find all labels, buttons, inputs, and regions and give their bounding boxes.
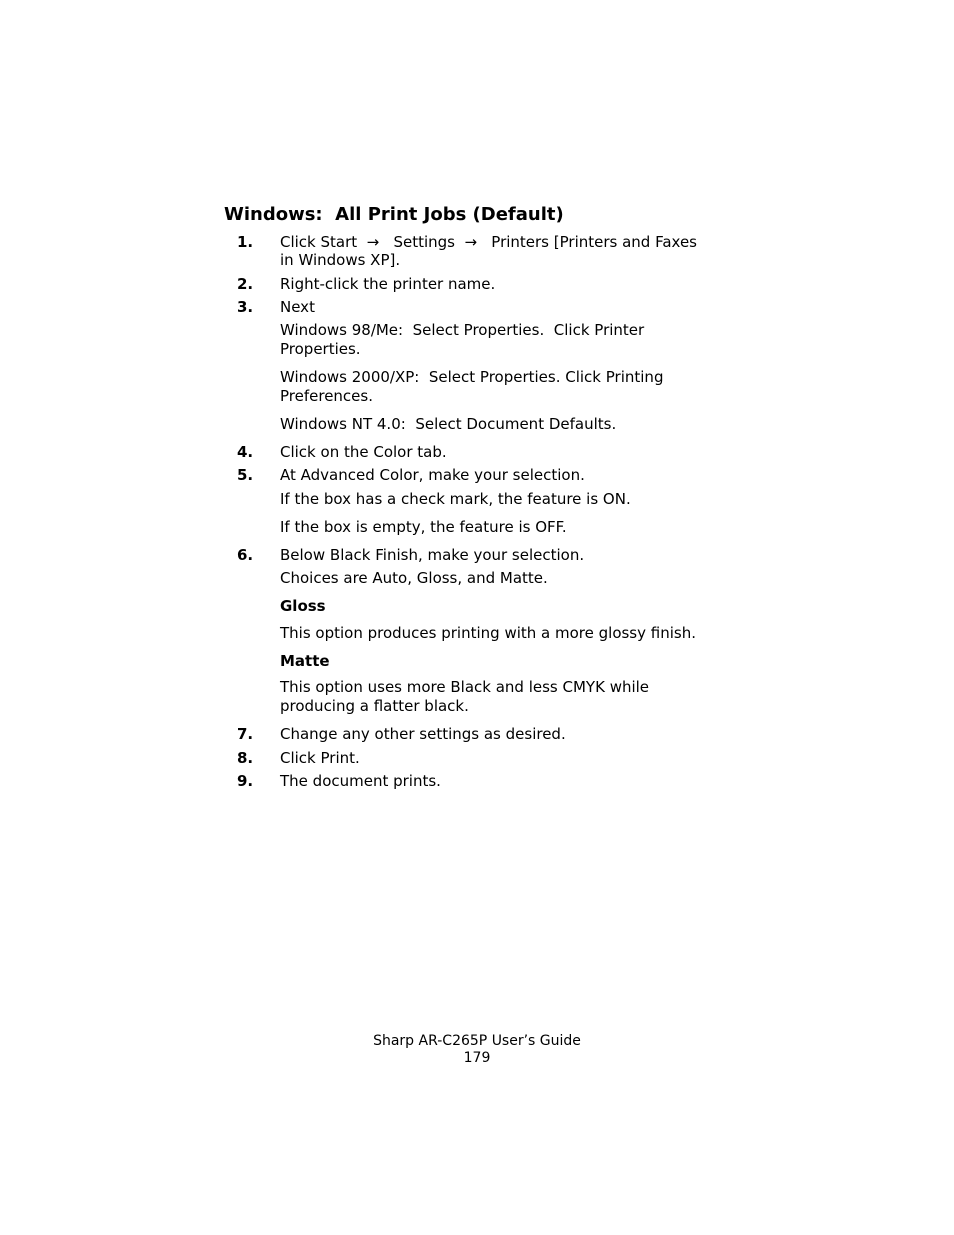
step-number: 2.: [237, 275, 254, 293]
step1-part1: Click Start: [280, 233, 362, 251]
matte-description: producing a flatter black.: [280, 697, 469, 715]
right-arrow-icon: →: [366, 233, 380, 251]
gloss-title: Gloss: [280, 597, 326, 615]
footer-title: Sharp AR-C265P User’s Guide: [373, 1033, 581, 1049]
matte-description: This option uses more Black and less CMYK while: [280, 678, 650, 696]
step-text: Click on the Color tab.: [280, 443, 447, 461]
step-number: 7.: [237, 725, 254, 743]
step-subtext: If the box has a check mark, the feature is ON.: [280, 490, 631, 508]
step-text: Below Black Finish, make your selection.: [280, 546, 585, 564]
step-subtext: Windows 2000/XP: Select Properties. Click Printing: [280, 368, 664, 386]
step1-part3: Printers [Printers and Faxes: [481, 233, 697, 251]
step-text: At Advanced Color, make your selection.: [280, 466, 585, 484]
step-subtext: Windows NT 4.0: Select Document Defaults.: [280, 415, 617, 433]
step-number: 4.: [237, 443, 254, 461]
step-number: 8.: [237, 749, 254, 767]
step-text: Right-click the printer name.: [280, 275, 496, 293]
page-number: 179: [463, 1050, 491, 1066]
step-number: 5.: [237, 466, 254, 484]
step-text: Next: [280, 298, 315, 316]
step-number: 3.: [237, 298, 254, 316]
step-text-continued: in Windows XP].: [280, 251, 401, 269]
step-subtext: Preferences.: [280, 387, 373, 405]
step-number: 9.: [237, 772, 254, 790]
step-number: 6.: [237, 546, 254, 564]
step-text: Click Print.: [280, 749, 360, 767]
step-subtext: If the box is empty, the feature is OFF.: [280, 518, 567, 536]
step-number: 1.: [237, 233, 254, 251]
step-subtext: Windows 98/Me: Select Properties. Click Printer: [280, 321, 645, 339]
step-text: [280, 233, 697, 252]
section-heading: Windows: All Print Jobs (Default): [224, 204, 564, 225]
right-arrow-icon: →: [464, 233, 478, 251]
gloss-description: This option produces printing with a more glossy finish.: [280, 624, 696, 642]
step-subtext: Properties.: [280, 340, 361, 358]
step-subtext: Choices are Auto, Gloss, and Matte.: [280, 569, 548, 587]
matte-title: Matte: [280, 652, 330, 670]
step-text: The document prints.: [280, 772, 441, 790]
step1-part2: Settings: [383, 233, 460, 251]
step-text: Change any other settings as desired.: [280, 725, 566, 743]
